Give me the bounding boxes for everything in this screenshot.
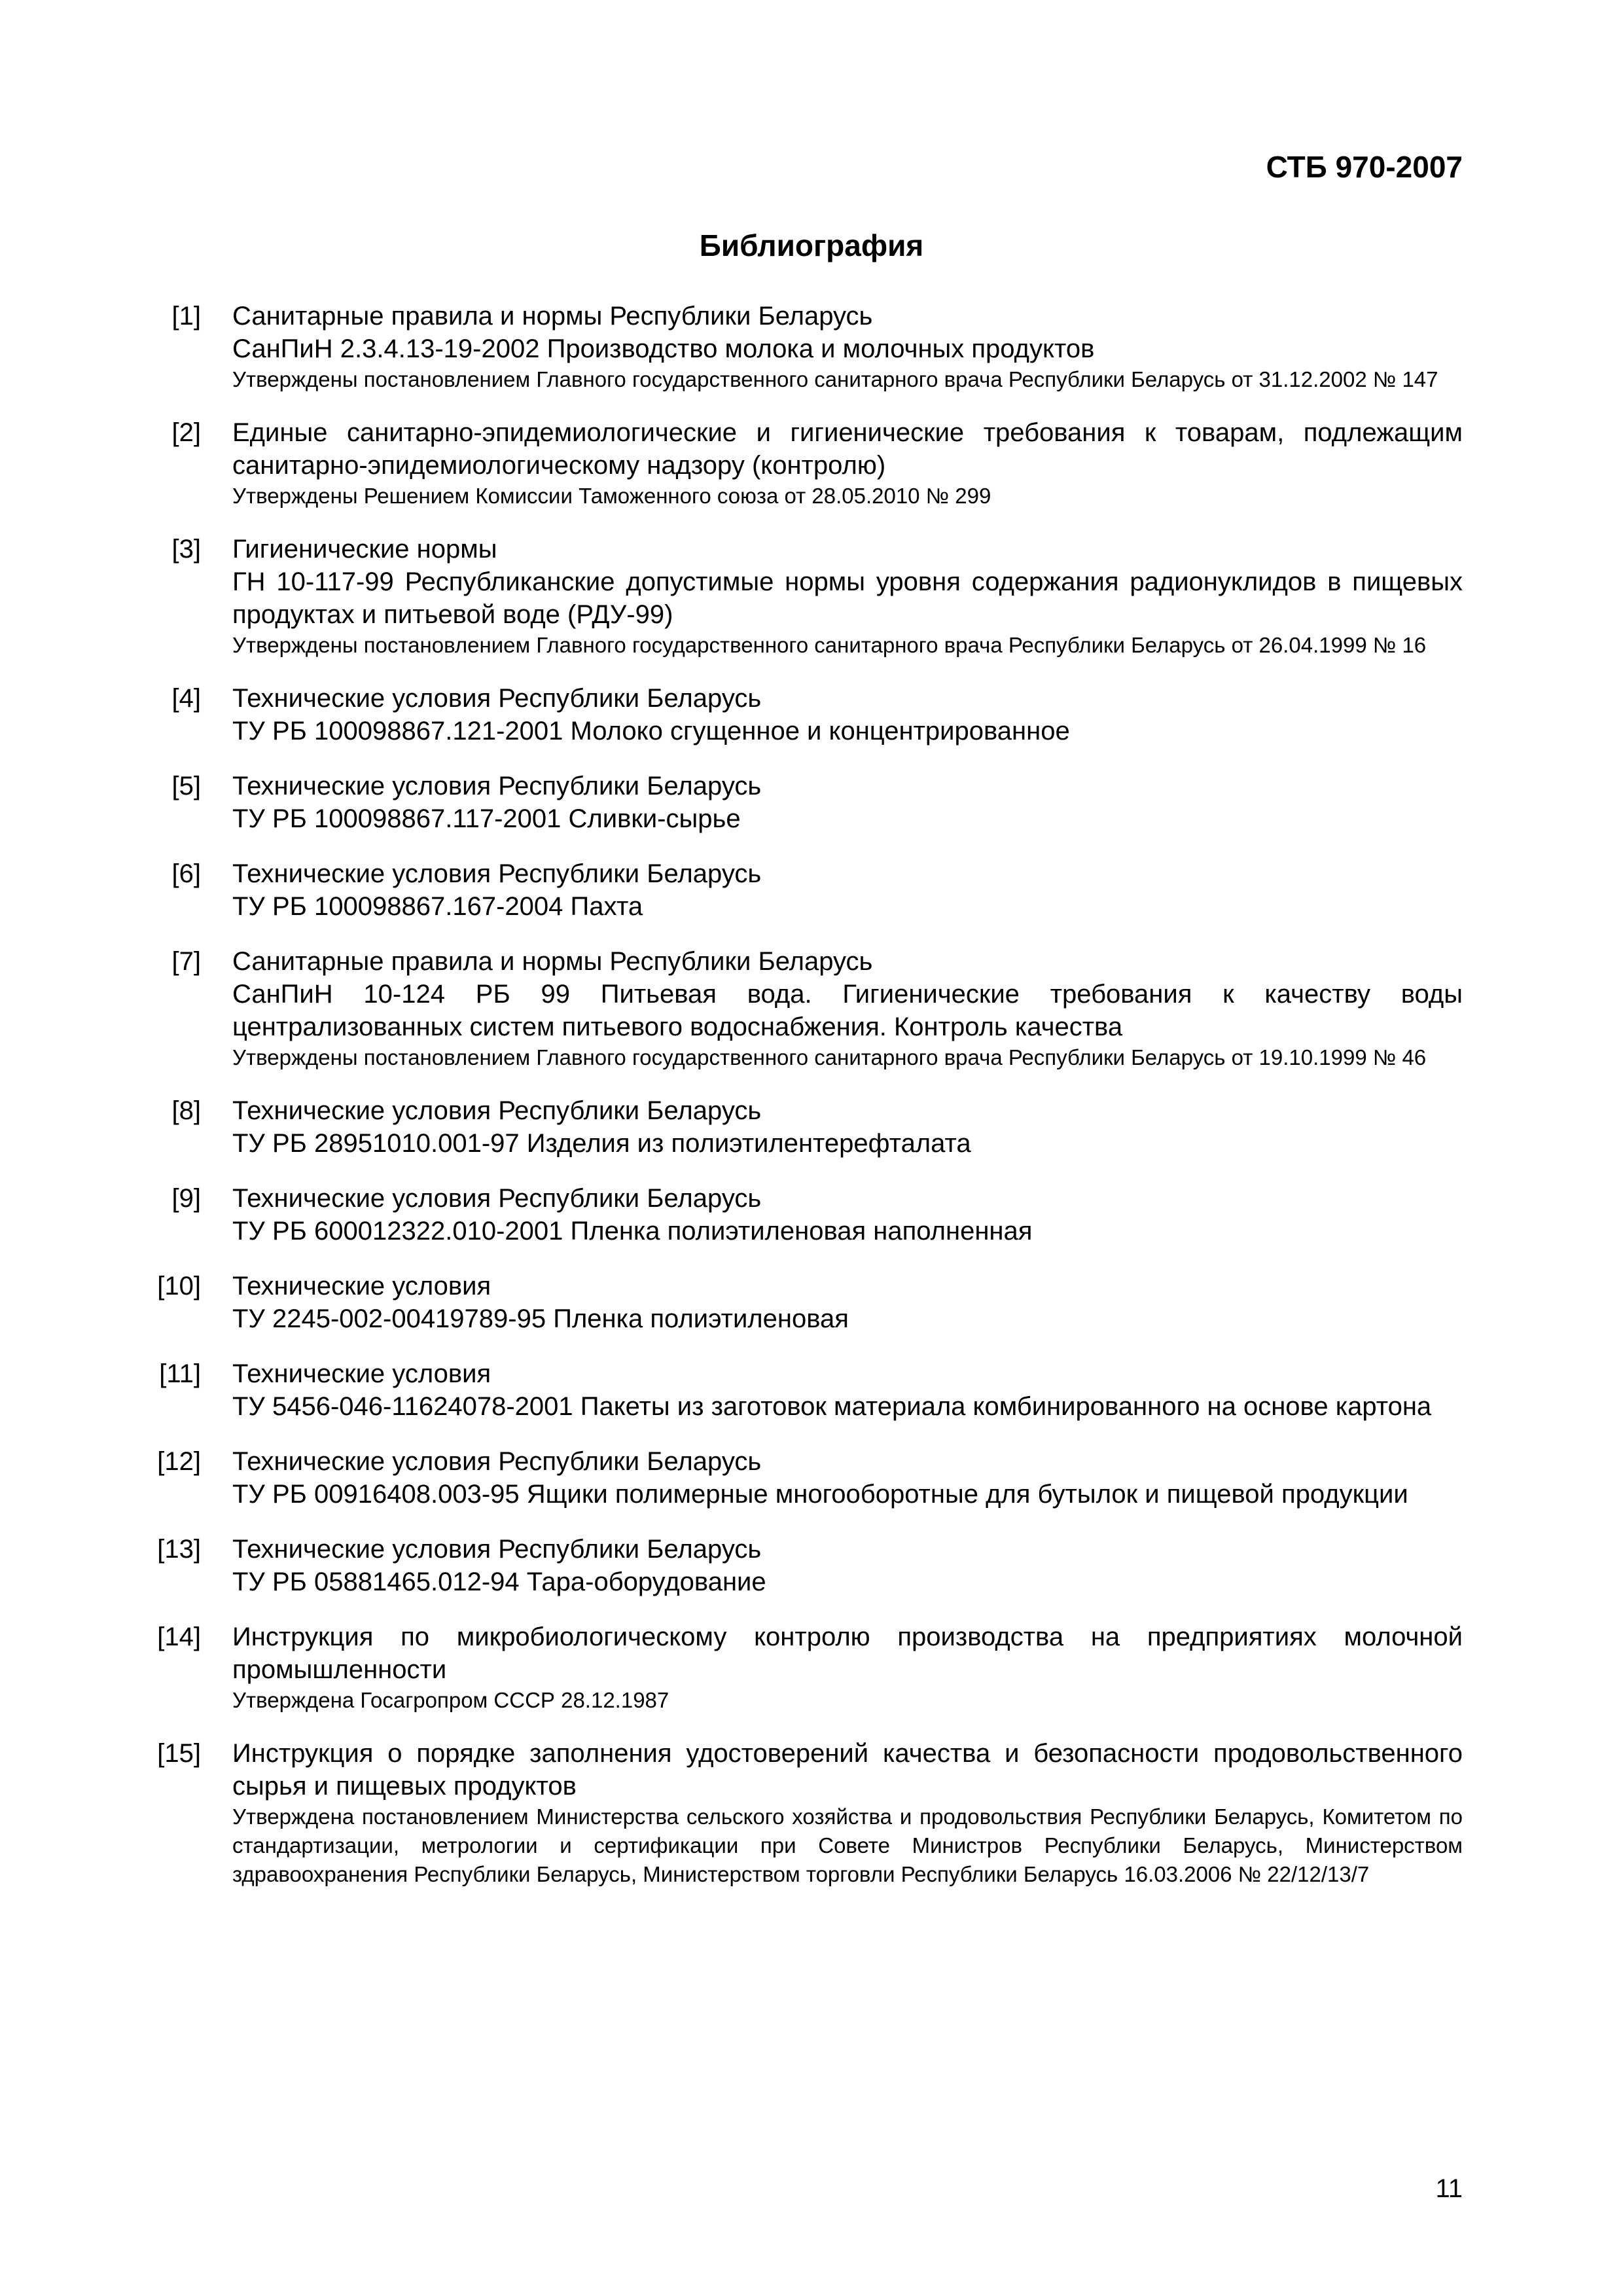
entry-line: Технические условия Республики Беларусь [232,684,762,713]
entry-line: ТУ РБ 600012322.010-2001 Пленка полиэтиленовая наполненная [232,1217,1033,1246]
entry-line: ТУ РБ 05881465.012-94 Тара-оборудование [232,1568,766,1596]
bibliography-entry [147,1445,1463,1511]
bibliography-entry [147,945,1463,1072]
entry-line: ТУ РБ 100098867.167-2004 Пахта [232,892,643,921]
bibliography-entry [147,1094,1463,1160]
entry-line: ТУ РБ 28951010.001-97 Изделия из полиэтилентерефталата [232,1129,971,1158]
bibliography-entry [147,1737,1463,1889]
entry-number: [3] [171,535,201,564]
entry-approval-note: Утверждена постановлением Министерства сельского хозяйства и продовольствия Республики Беларусь, Комитетом по стандартизации, метрологии и сертификации при Совете Министров Республики Беларусь, Министерством здравоохранения Республики Беларусь, Министерством торговли Республики Беларусь 16.03.2006 № 22/12/13/7 [232,1804,1463,1886]
entry-line: ТУ РБ 100098867.121-2001 Молоко сгущенное и концентрированное [232,717,1070,745]
entry-number: [4] [171,684,201,713]
bibliography-entry [147,770,1463,835]
bibliography-entry [147,300,1463,394]
bibliography-entry [147,1621,1463,1715]
entry-line: Технические условия [232,1359,491,1388]
bibliography-entry [147,533,1463,660]
entry-number: [10] [157,1272,201,1300]
bibliography-entry [147,1533,1463,1598]
entry-line: Санитарные правила и нормы Республики Беларусь [232,302,873,331]
entry-line: Технические условия Республики Беларусь [232,1535,762,1564]
entry-number: [1] [171,302,201,331]
entry-number: [8] [171,1096,201,1125]
entry-approval-note: Утверждены постановлением Главного государственного санитарного врача Республики Беларусь от 31.12.2002 № 147 [232,367,1438,391]
entry-approval-note: Утверждены Решением Комиссии Таможенного союза от 28.05.2010 № 299 [232,484,991,508]
bibliography-entry [147,1182,1463,1247]
entry-number: [12] [157,1447,201,1476]
entry-line: Технические условия Республики Беларусь [232,859,762,888]
entry-approval-note: Утверждены постановлением Главного государственного санитарного врача Республики Беларусь от 26.04.1999 № 16 [232,633,1427,657]
entry-line: Инструкция о порядке заполнения удостоверений качества и безопасности продовольственного сырья и пищевых продуктов [232,1739,1463,1801]
bibliography-entry [147,1270,1463,1335]
entry-line: ТУ РБ 00916408.003-95 Ящики полимерные многооборотные для бутылок и пищевой продукции [232,1480,1408,1509]
entry-line: Технические условия Республики Беларусь [232,772,762,800]
entry-number: [2] [171,418,201,447]
entry-number: [7] [171,947,201,976]
entry-line: Технические условия [232,1272,491,1300]
entry-line: ТУ РБ 100098867.117-2001 Сливки-сырье [232,804,741,833]
page-number: 11 [1435,2174,1463,2203]
entry-line: Гигиенические нормы [232,535,497,564]
entry-number: [9] [171,1184,201,1213]
bibliography-entry [147,682,1463,747]
entry-line: Инструкция по микробиологическому контролю производства на предприятиях молочной промышленности [232,1623,1463,1684]
entry-line: ТУ 5456-046-11624078-2001 Пакеты из заготовок материала комбинированного на основе картона [232,1392,1432,1421]
entry-number: [5] [171,772,201,800]
entry-line: Технические условия Республики Беларусь [232,1184,762,1213]
entry-line: ГН 10-117-99 Республиканские допустимые нормы уровня содержания радионуклидов в пищевых продуктах и питьевой воде (РДУ-99) [232,567,1463,629]
bibliography-list [147,300,1463,1911]
entry-number: [15] [157,1739,201,1768]
bibliography-entry [147,1357,1463,1423]
bibliography-entry [147,857,1463,923]
entry-number: [11] [159,1359,201,1388]
entry-line: Технические условия Республики Беларусь [232,1096,762,1125]
page-title: Библиография [699,228,924,262]
entry-line: Санитарные правила и нормы Республики Беларусь [232,947,873,976]
entry-line: СанПиН 10-124 РБ 99 Питьевая вода. Гигиенические требования к качеству воды централизованных систем питьевого водоснабжения. Контроль качества [232,980,1463,1041]
entry-line: Единые санитарно-эпидемиологические и гигиенические требования к товарам, подлежащим санитарно-эпидемиологическому надзору (контролю) [232,418,1463,480]
entry-line: ТУ 2245-002-00419789-95 Пленка полиэтиленовая [232,1304,849,1333]
entry-approval-note: Утверждены постановлением Главного государственного санитарного врача Республики Беларусь от 19.10.1999 № 46 [232,1045,1427,1069]
bibliography-entry [147,416,1463,511]
document-code: СТБ 970-2007 [1266,150,1463,184]
entry-number: [13] [157,1535,201,1564]
entry-number: [6] [171,859,201,888]
entry-line: Технические условия Республики Беларусь [232,1447,762,1476]
entry-line: СанПиН 2.3.4.13-19-2002 Производство молока и молочных продуктов [232,334,1095,363]
entry-number: [14] [157,1623,201,1651]
entry-approval-note: Утверждена Госагропром СССР 28.12.1987 [232,1688,669,1712]
